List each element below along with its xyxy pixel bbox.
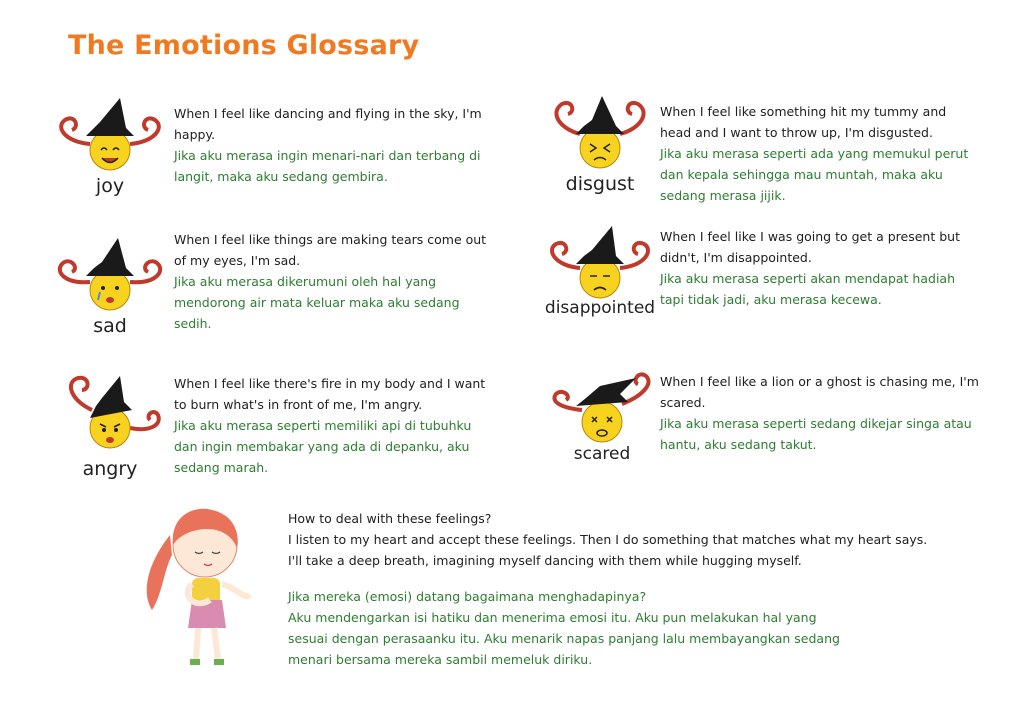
coping-section (288, 508, 928, 670)
coping-answer-english: I listen to my heart and accept these feelings. Then I do something that matches what my heart says. I'll take a deep breath, imagining myself dancing with them while hugging myself. (288, 532, 928, 568)
disappointed-character (540, 220, 660, 330)
disappointed-entry (660, 226, 980, 310)
scared-indonesian: Jika aku merasa seperti sedang dikejar singa atau hantu, aku sedang takut. (660, 416, 972, 452)
scared-english: When I feel like a lion or a ghost is chasing me, I'm scared. (660, 374, 979, 410)
angry-face-icon (50, 370, 170, 460)
scared-face-icon (542, 364, 662, 454)
disgust-english: When I feel like something hit my tummy and head and I want to throw up, I'm disgusted. (660, 104, 947, 140)
coping-answer-indonesian: Aku mendengarkan isi hatiku dan menerima emosi itu. Aku pun melakukan hal yang sesuai dengan perasaanku itu. Aku menarik napas panjang lalu membayangkan sedang menari bersama mereka sambil memeluk diriku. (288, 610, 840, 667)
scared-entry (660, 371, 980, 455)
angry-english: When I feel like there's fire in my body and I want to burn what's in front of me, I'm angry. (174, 376, 486, 412)
joy-character (50, 92, 170, 202)
sad-character (50, 232, 170, 342)
sad-indonesian: Jika aku merasa dikerumuni oleh hal yang mendorong air mata keluar maka aku sedang sedih. (174, 274, 460, 331)
disgust-entry (660, 101, 980, 206)
angry-entry (174, 373, 494, 478)
scared-label: scared (573, 444, 631, 464)
disappointed-label: disappointed (544, 298, 656, 318)
sad-english: When I feel like things are making tears come out of my eyes, I'm sad. (174, 232, 487, 268)
disappointed-english: When I feel like I was going to get a present but didn't, I'm disappointed. (660, 229, 960, 265)
angry-label: angry (82, 458, 138, 480)
disappointed-indonesian: Jika aku merasa seperti akan mendapat hadiah tapi tidak jadi, aku merasa kecewa. (660, 271, 956, 307)
disgust-character (540, 90, 660, 200)
coping-question-english: How to deal with these feelings? (288, 511, 492, 526)
angry-character (50, 370, 170, 480)
disgust-label: disgust (565, 173, 635, 195)
disgust-indonesian: Jika aku merasa seperti ada yang memukul perut dan kepala sehingga mau muntah, maka aku sedang merasa jijik. (660, 146, 969, 203)
joy-indonesian: Jika aku merasa ingin menari-nari dan terbang di langit, maka aku sedang gembira. (174, 148, 481, 184)
sad-entry (174, 229, 494, 334)
girl-illustration (140, 500, 270, 680)
coping-question-indonesian: Jika mereka (emosi) datang bagaimana menghadapinya? (288, 589, 647, 604)
spacer (288, 571, 928, 586)
joy-english: When I feel like dancing and flying in the sky, I'm happy. (174, 106, 482, 142)
joy-label: joy (95, 175, 125, 197)
page-title: The Emotions Glossary (68, 30, 420, 61)
angry-indonesian: Jika aku merasa seperti memiliki api di tubuhku dan ingin membakar yang ada di depanku, aku sedang marah. (174, 418, 472, 475)
disappointed-face-icon (540, 220, 660, 310)
joy-entry (174, 103, 494, 187)
sad-face-icon (50, 232, 170, 322)
sad-label: sad (93, 315, 127, 337)
disgust-face-icon (540, 90, 660, 180)
scared-character (542, 364, 662, 474)
joy-face-icon (50, 92, 170, 182)
